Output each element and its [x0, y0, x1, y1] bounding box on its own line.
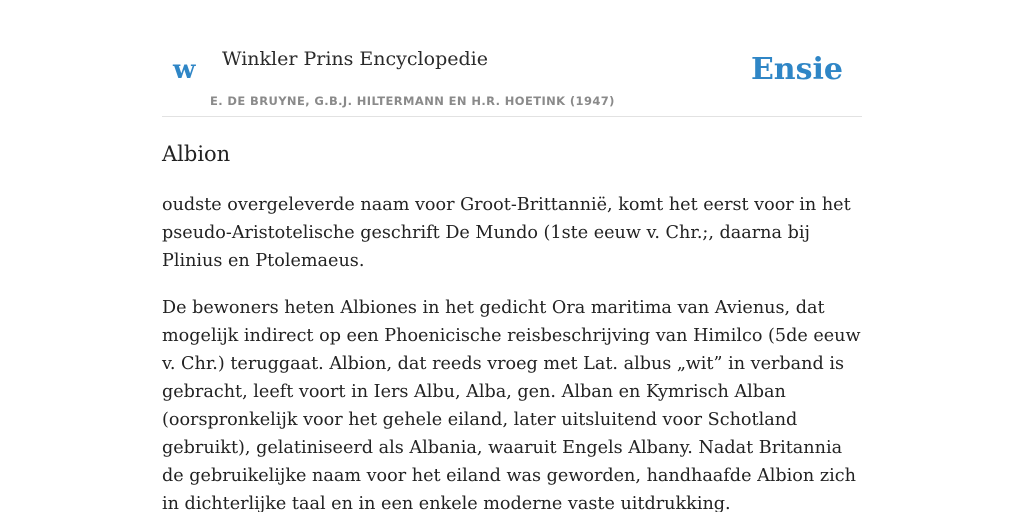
ensie-logo[interactable]: Ensie — [750, 52, 843, 87]
article-paragraph: oudste overgeleverde naam voor Groot-Brittannië, komt het eerst voor in het pseudo-Aristotelische geschrift De Mundo (1ste eeuw v. Chr.;, daarna bij Plinius en Ptolemaeus. — [162, 195, 851, 271]
article — [162, 138, 862, 512]
winkler-prins-logo[interactable]: w — [173, 55, 196, 85]
authors-line: E. DE BRUYNE, G.B.J. HILTERMANN EN H.R. HOETINK (1947) — [210, 94, 615, 108]
site-title[interactable]: Winkler Prins Encyclopedie — [222, 48, 488, 70]
article-paragraph: De bewoners heten Albiones in het gedicht Ora maritima van Avienus, dat mogelijk indirect op een Phoenicische reisbeschrijving van Himilco (5de eeuw v. Chr.) teruggaat. Albion, dat reeds vroeg met Lat. albus „wit” in verband is gebracht, leeft voort in Iers Albu, Alba, gen. Alban en Kymrisch Alban (oorspronkelijk voor het gehele eiland, later uitsluitend voor Schotland gebruikt), gelatiniseerd als Albania, waaruit Engels Albany. Nadat Britannia de gebruikelijke naam voor het eiland was geworden, handhaafde Albion zich in dichterlijke taal en in een enkele moderne vaste uitdrukking. — [162, 298, 861, 512]
site-header — [162, 36, 862, 117]
article-title: Albion — [162, 142, 231, 166]
